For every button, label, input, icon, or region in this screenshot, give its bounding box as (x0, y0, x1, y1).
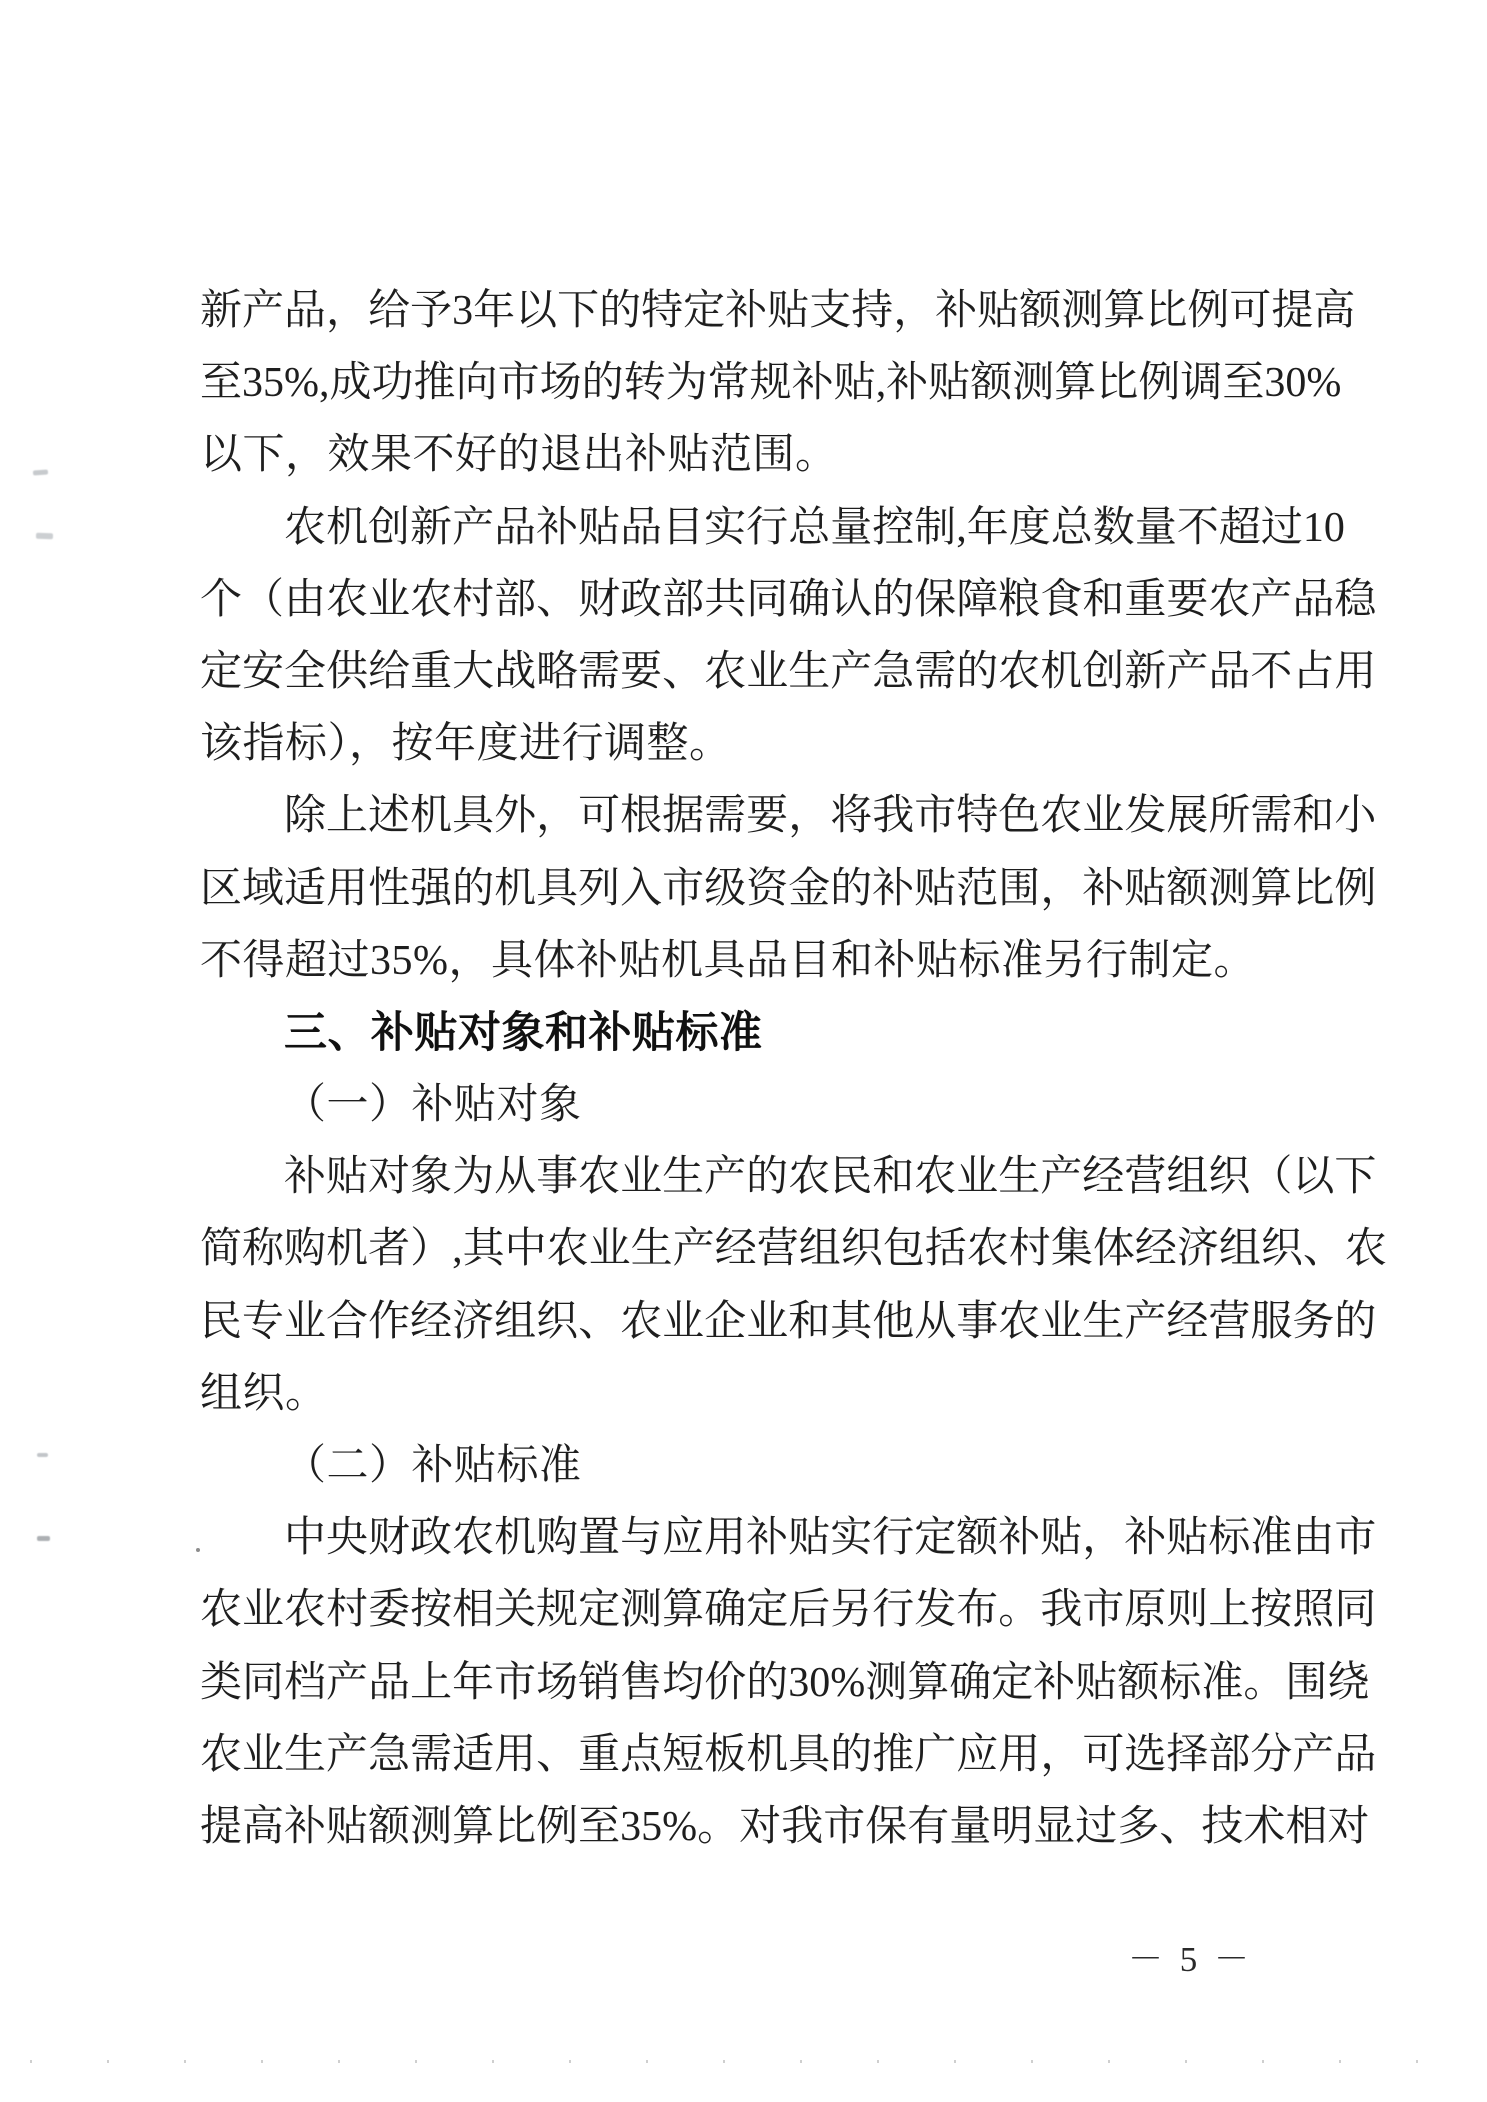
section-heading: 三、补贴对象和补贴标准 (284, 1008, 763, 1057)
scan-artifact (36, 533, 53, 540)
scan-artifact (37, 1536, 50, 1541)
text-line: 农 业 农 村 委 按 相 关 规 定 测 算 确 定 后 另 行 发 布 。 我 市 原 则 上 按 照 同 (200, 1587, 1377, 1634)
subsection-heading: （二）补贴标准 (284, 1443, 582, 1489)
text-line: 组织。 (200, 1370, 328, 1417)
text-line: 以下，效果不好的退出补贴范围。 (200, 432, 838, 479)
scan-perforation-line (30, 2060, 1454, 2063)
text-line: 不得超过35%，具体补贴机具品目和补贴标准另行制定。 (200, 937, 1256, 984)
document-body (200, 275, 1387, 1863)
text-line: 新 产 品 ， 给 予 3 年 以 下 的 特 定 补 贴 支 持 ， 补 贴 额 测 算 比 例 可 提 高 (200, 288, 1356, 334)
text-line: 个 （ 由 农 业 农 村 部 、 财 政 部 共 同 确 认 的 保 障 粮 食 和 重 要 农 产 品 稳 (200, 576, 1377, 623)
text-line: 民 专 业 合 作 经 济 组 织 、 农 业 企 业 和 其 他 从 事 农 业 生 产 经 营 服 务 的 (200, 1298, 1377, 1345)
text-line: 提 高 补 贴 额 测 算 比 例 至 35% 。 对 我 市 保 有 量 明 显 过 多 、 技 术 相 对 (200, 1803, 1370, 1850)
text-line: 至 35%, 成 功 推 向 市 场 的 转 为 常 规 补 贴 , 补 贴 额 测 算 比 例 调 至 30% (200, 360, 1342, 407)
page-number: － 5 － (1128, 1940, 1254, 1979)
scan-artifact (33, 469, 48, 475)
text-line: 区 域 适 用 性 强 的 机 具 列 入 市 级 资 金 的 补 贴 范 围 ， 补 贴 额 测 算 比 例 (200, 865, 1377, 912)
text-line: 类 同 档 产 品 上 年 市 场 销 售 均 价 的 30% 测 算 确 定 补 贴 额 标 准 。 围 绕 (200, 1659, 1370, 1706)
text-line: 补 贴 对 象 为 从 事 农 业 生 产 的 农 民 和 农 业 生 产 经 营 组 织 （ 以 下 (284, 1154, 1377, 1201)
text-line: 农 业 生 产 急 需 适 用 、 重 点 短 板 机 具 的 推 广 应 用 ， 可 选 择 部 分 产 品 (200, 1731, 1377, 1778)
text-line: 中 央 财 政 农 机 购 置 与 应 用 补 贴 实 行 定 额 补 贴 ， 补 贴 标 准 由 市 (284, 1515, 1377, 1562)
text-line: 该指标），按年度进行调整。 (200, 721, 732, 768)
text-line: 农 机 创 新 产 品 补 贴 品 目 实 行 总 量 控 制 , 年 度 总 数 量 不 超 过 10 (284, 504, 1345, 551)
text-line: 除 上 述 机 具 外 ， 可 根 据 需 要 ， 将 我 市 特 色 农 业 发 展 所 需 和 小 (284, 793, 1377, 840)
text-line: 简 称 购 机 者 ） , 其 中 农 业 生 产 经 营 组 织 包 括 农 村 集 体 经 济 组 织 、 农 (200, 1226, 1387, 1273)
subsection-heading: （一）补贴对象 (284, 1082, 582, 1129)
scan-artifact (37, 1453, 48, 1457)
text-line: 定 安 全 供 给 重 大 战 略 需 要 、 农 业 生 产 急 需 的 农 机 创 新 产 品 不 占 用 (200, 648, 1377, 695)
scan-artifact (196, 1548, 200, 1552)
